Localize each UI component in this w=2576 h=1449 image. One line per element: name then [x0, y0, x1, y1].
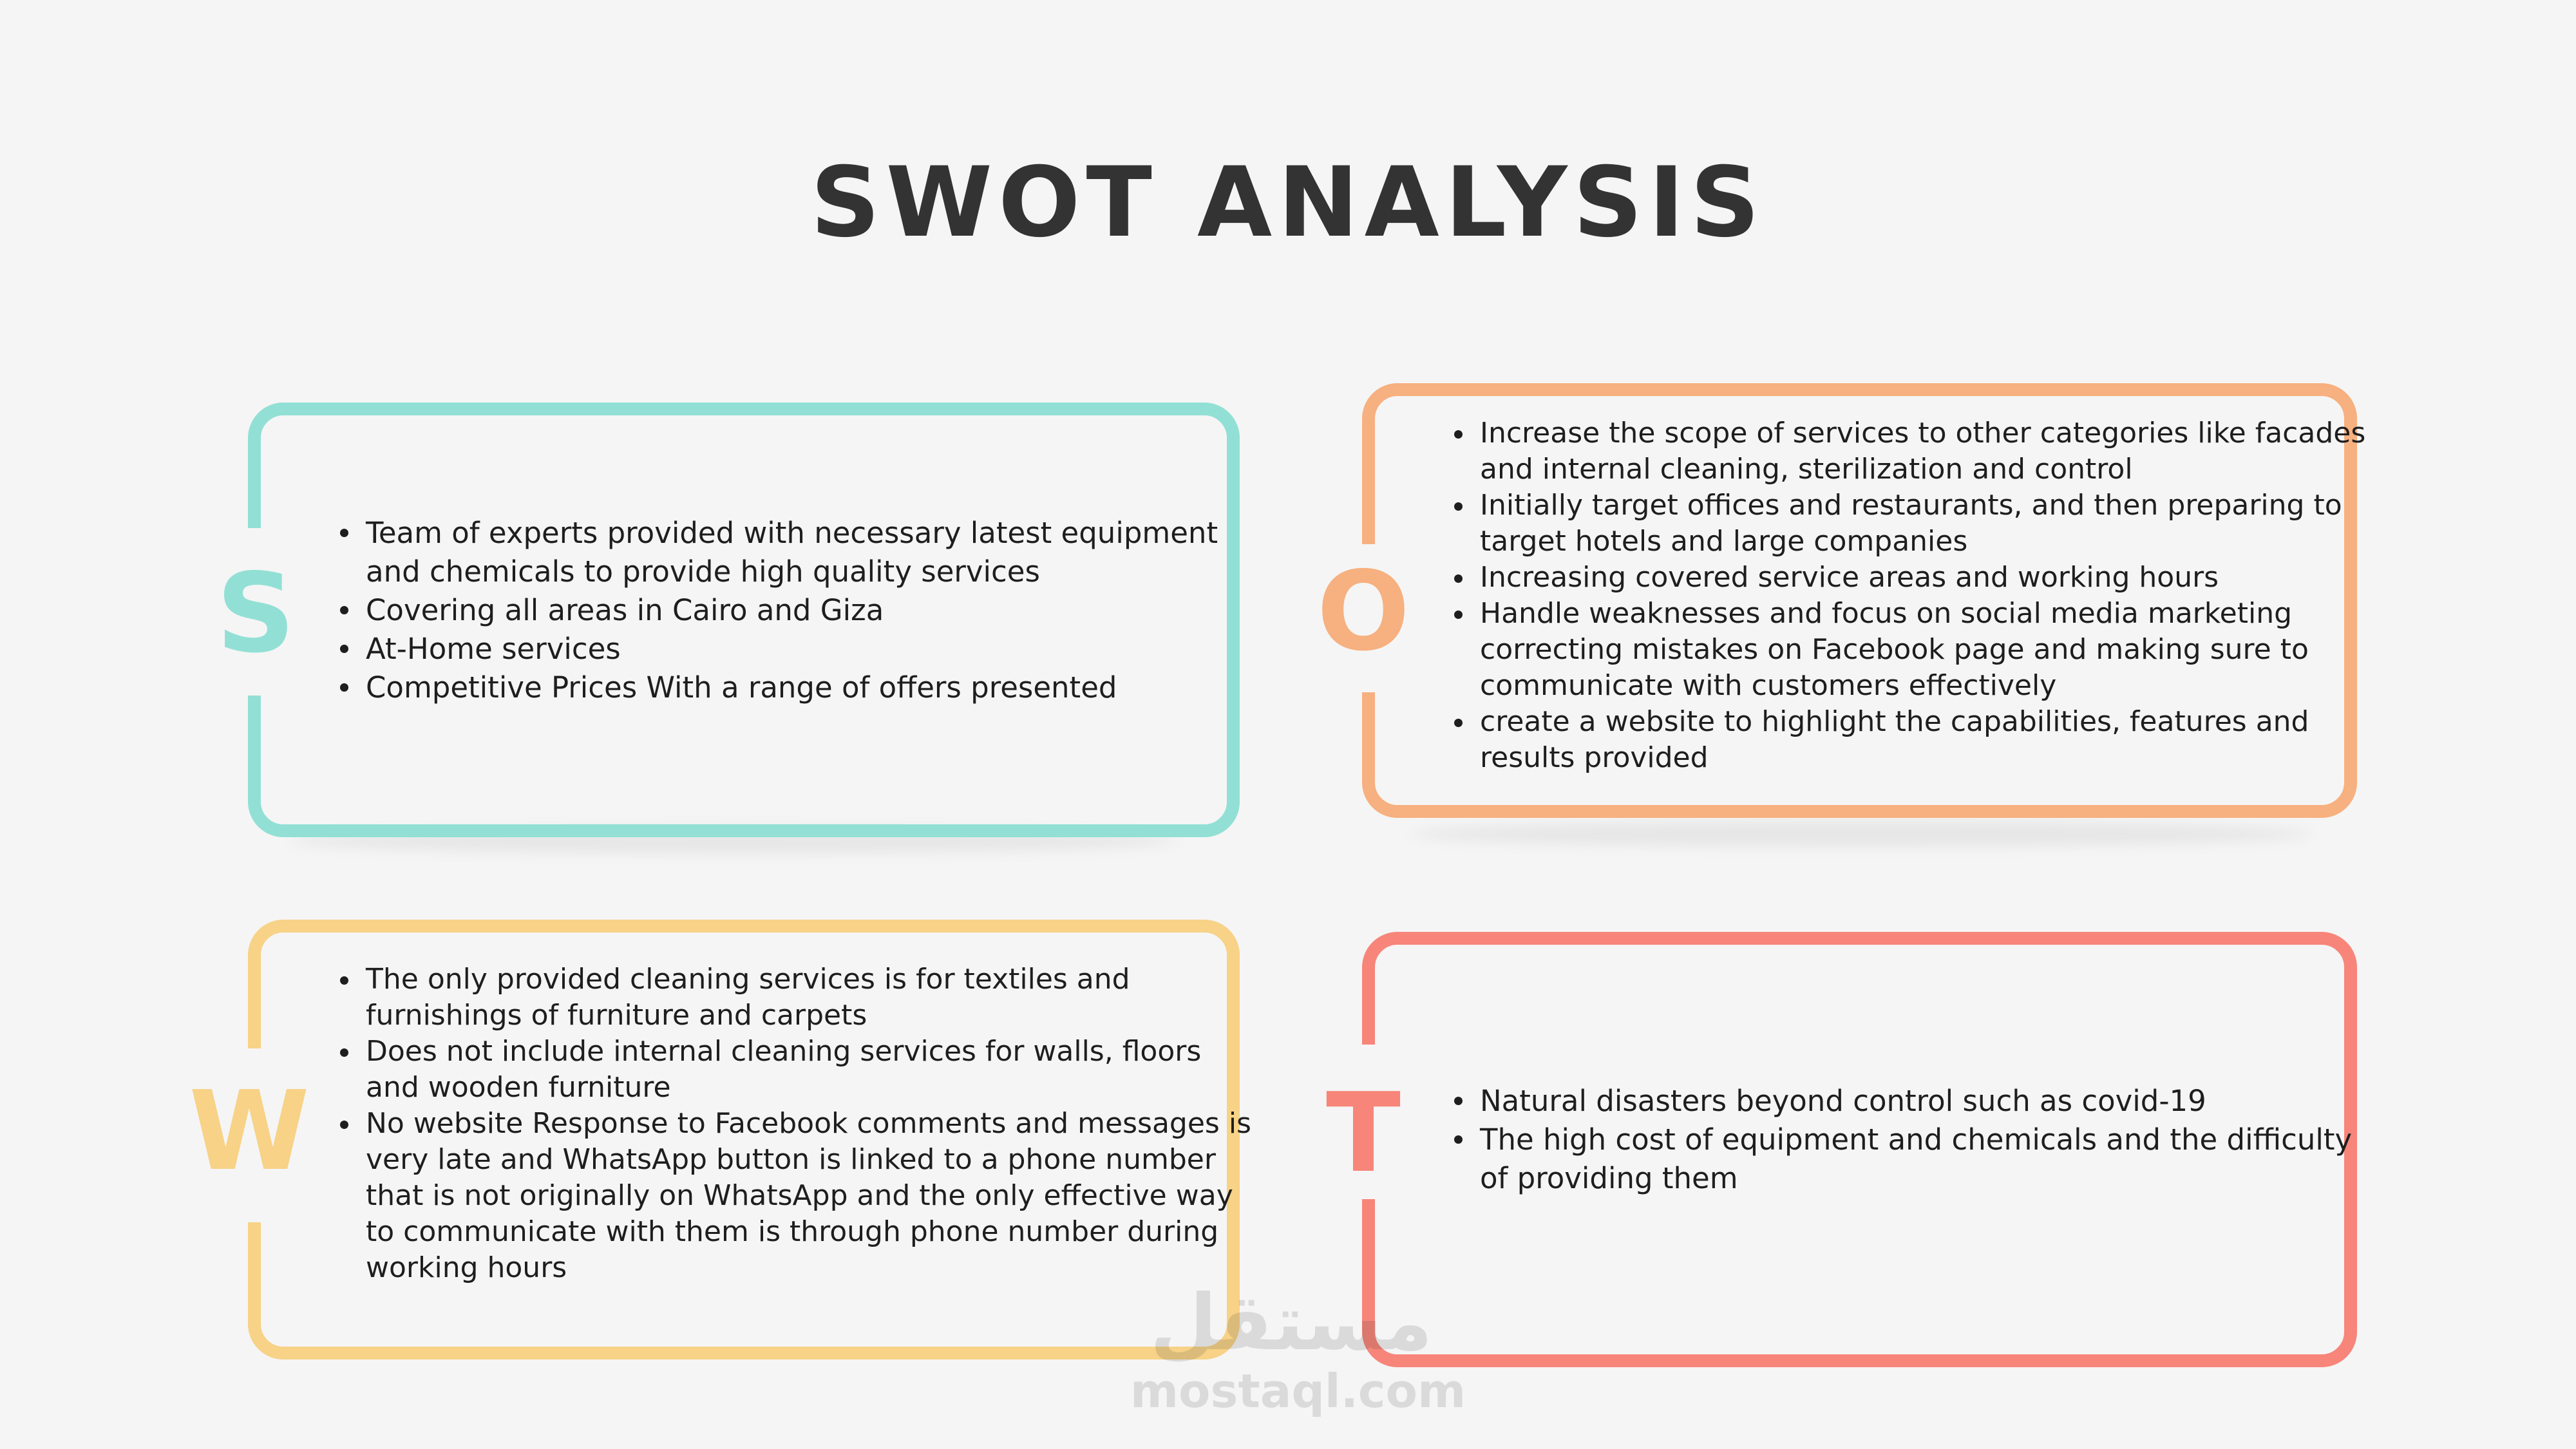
- strengths-item: Covering all areas in Cairo and Giza: [366, 591, 1255, 630]
- watermark-logo: [1130, 1278, 1466, 1418]
- opportunities-letter: O: [1316, 548, 1410, 676]
- opportunities-item: create a website to highlight the capabilities, features and results provided: [1480, 704, 2369, 776]
- strengths-item: At-Home services: [366, 630, 1255, 668]
- weaknesses-item: The only provided cleaning services is for textiles and furnishings of furniture and carpets: [366, 961, 1255, 1034]
- watermark-arabic: مستقل: [1150, 1278, 1433, 1368]
- opportunities-shadow: [1410, 821, 2312, 847]
- opportunities-item: Handle weaknesses and focus on social media marketing correcting mistakes on Facebook page and making sure to communicate with customers effectively: [1480, 596, 2369, 704]
- opportunities-item: Increase the scope of services to other categories like facades and internal cleaning, sterilization and control: [1480, 415, 2369, 488]
- threats-letter: T: [1326, 1070, 1401, 1197]
- weaknesses-letter: W: [189, 1068, 310, 1195]
- weaknesses-item: Does not include internal cleaning services for walls, floors and wooden furniture: [366, 1034, 1255, 1106]
- threats-list: [1448, 1082, 2369, 1198]
- opportunities-item: Initially target offices and restaurants, and then preparing to target hotels and large companies: [1480, 488, 2369, 560]
- threats-item: The high cost of equipment and chemicals and the difficulty of providing them: [1480, 1121, 2369, 1198]
- watermark-latin: mostaql.com: [1130, 1364, 1466, 1418]
- weaknesses-list: [334, 961, 1255, 1286]
- page-title: SWOT ANALYSIS: [810, 147, 1766, 259]
- threats-item: Natural disasters beyond control such as covid-19: [1480, 1082, 2369, 1121]
- opportunities-list: [1448, 415, 2369, 776]
- strengths-item: Competitive Prices With a range of offers presented: [366, 668, 1255, 707]
- weaknesses-item: No website Response to Facebook comments and messages is very late and WhatsApp button is linked to a phone number that is not originally on WhatsApp and the only effective way to communicate with them is through phone number during working hours: [366, 1106, 1255, 1286]
- opportunities-item: Increasing covered service areas and working hours: [1480, 560, 2369, 596]
- strengths-item: Team of experts provided with necessary latest equipment and chemicals to provide high quality services: [366, 514, 1255, 591]
- strengths-letter: S: [216, 550, 296, 677]
- strengths-list: [334, 514, 1255, 707]
